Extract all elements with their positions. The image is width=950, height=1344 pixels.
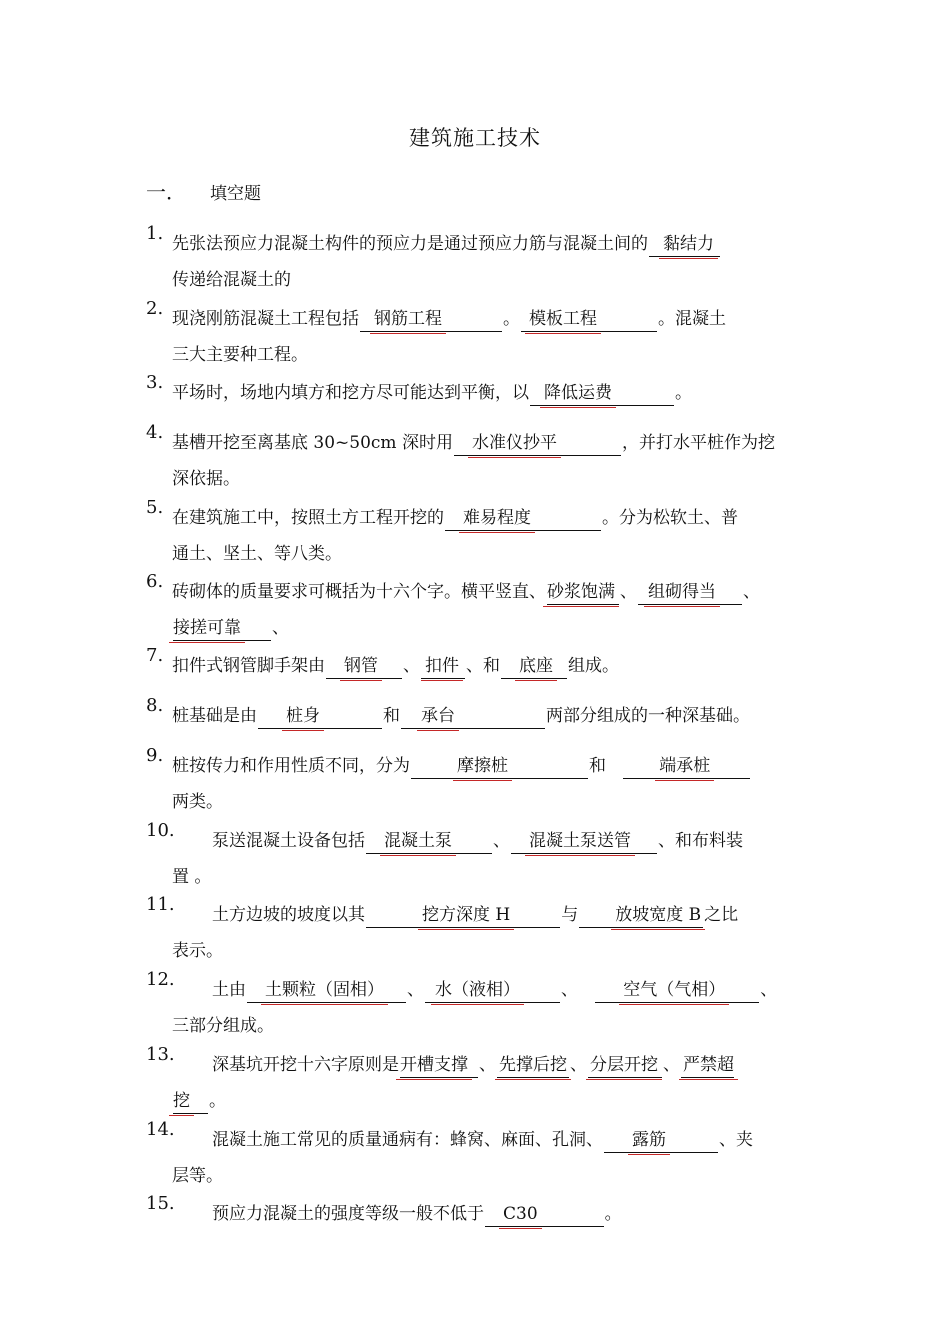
question-text-part: 平场时，场地内填方和挖方尽可能达到平衡，以 [172, 383, 529, 403]
question-text-part: 组成。 [568, 656, 619, 676]
question-text-part: 、 [561, 980, 578, 1000]
question-text [172, 651, 619, 679]
answer-text: 露筋 [632, 1130, 666, 1150]
question-text-part: 扣件式钢管脚手架由 [172, 656, 325, 676]
answer-text: 难易程度 [463, 508, 531, 528]
answer-blank [173, 1091, 208, 1114]
answer-text: 钢管 [344, 656, 378, 676]
answer-blank [501, 656, 567, 679]
question-text-part: 预应力混凝土的强度等级一般不低于 [212, 1204, 484, 1224]
question-text [212, 975, 777, 1003]
answer-text: 承台 [421, 706, 455, 726]
question-text-part: 。 [503, 309, 520, 329]
question-number: 13. [146, 1044, 175, 1065]
question-text [172, 229, 721, 257]
question-text-line2: 通土、坚土、等八类。 [172, 544, 342, 564]
question-text-line2: 置 。 [172, 867, 212, 887]
question-text-part: 、 [743, 582, 760, 602]
answer-blank [623, 756, 750, 779]
question-text-line2: 表示。 [172, 941, 223, 961]
question-text [172, 577, 760, 605]
answer-blank [579, 905, 703, 928]
answer-blank [400, 1055, 478, 1078]
question-text-part: 泵送混凝土设备包括 [212, 831, 365, 851]
answer-blank [595, 980, 759, 1003]
question-text-part: 、夹 [719, 1130, 753, 1150]
question-text-part: 和 [383, 706, 400, 726]
question-text-line2 [172, 1086, 226, 1114]
question-text [172, 304, 726, 332]
answer-text: 分层开挖 [590, 1055, 658, 1075]
answer-text: 挖 [173, 1091, 190, 1111]
answer-text: 黏结力 [663, 234, 714, 254]
answer-blank [454, 433, 621, 456]
answer-text: 放坡宽度 B [615, 905, 702, 925]
section-heading [146, 176, 261, 205]
question-text-part: 、 [272, 618, 289, 638]
question-text-line2: 传递给混凝土的 [172, 270, 291, 290]
question-text-part: 两部分组成的一种深基础。 [546, 706, 750, 726]
question-text-part: 。 [604, 1204, 622, 1224]
question-number: 14. [146, 1119, 175, 1140]
question-number: 6. [146, 571, 164, 592]
answer-blank [366, 831, 492, 854]
question-number: 11. [146, 894, 175, 915]
answer-text: C30 [503, 1204, 538, 1224]
question-text-part: 、和布料装 [658, 831, 743, 851]
answer-text: 水（液相） [435, 980, 520, 1000]
question-text [172, 751, 751, 779]
question-text-part: 桩按传力和作用性质不同，分为 [172, 756, 410, 776]
question-number: 3. [146, 372, 164, 393]
question-text-part: 、 [479, 1055, 496, 1075]
question-number: 9. [146, 745, 164, 766]
answer-text: 先撑后挖 [499, 1055, 567, 1075]
answer-text: 挖方深度 H [422, 905, 511, 925]
question-text-part: 基槽开挖至离基底 30~50cm 深时用 [172, 433, 453, 453]
section-label: 填空题 [210, 184, 261, 204]
answer-blank [425, 980, 560, 1003]
question-number: 5. [146, 497, 164, 518]
question-text-part: 、 [663, 1055, 680, 1075]
answer-text: 水准仪抄平 [471, 433, 557, 453]
answer-text: 空气（气相） [623, 980, 726, 1000]
question-text-part: 砖砌体的质量要求可概括为十六个字。横平竖直、 [172, 582, 546, 602]
question-text [172, 701, 750, 729]
answer-text: 模板工程 [529, 309, 597, 329]
question-text-part: 、 [570, 1055, 587, 1075]
question-text-line2: 两类。 [172, 792, 223, 812]
answer-text: 接搓可靠 [173, 618, 241, 638]
answer-text: 组砌得当 [648, 582, 716, 602]
question-text-part: 与 [561, 905, 579, 925]
question-number: 12. [146, 969, 175, 990]
question-number: 4. [146, 422, 164, 443]
question-text-part: 。 [675, 383, 692, 403]
answer-text: 端承桩 [659, 756, 711, 776]
question-text [212, 826, 743, 854]
question-text [172, 378, 692, 406]
answer-blank [649, 234, 720, 257]
question-text-line2: 层等。 [172, 1166, 223, 1186]
answer-blank [604, 1130, 718, 1153]
answer-text: 土颗粒（固相） [265, 980, 384, 1000]
answer-blank [411, 756, 588, 779]
answer-blank [530, 383, 674, 406]
answer-blank [366, 905, 560, 928]
answer-text: 砂浆饱满 [547, 582, 615, 602]
answer-blank [258, 706, 382, 729]
answer-text: 钢筋工程 [374, 309, 442, 329]
question-text [172, 503, 738, 531]
question-text [212, 1125, 753, 1153]
question-text [212, 1199, 622, 1227]
question-text-part: 在建筑施工中，按照土方工程开挖的 [172, 508, 444, 528]
question-text-part: 。分为松软土、普 [602, 508, 738, 528]
question-number: 2. [146, 298, 164, 319]
question-text-line2: 三大主要种工程。 [172, 345, 308, 365]
question-number: 10. [146, 820, 175, 841]
question-text-part: 深基坑开挖十六字原则是 [212, 1055, 399, 1075]
question-text-part: 、 [760, 980, 778, 1000]
answer-blank [485, 1204, 604, 1227]
answer-blank [360, 309, 502, 332]
answer-blank [638, 582, 742, 605]
section-number: 一． [146, 180, 186, 204]
question-text-part: 、 [407, 980, 424, 1000]
question-text-line2: 三部分组成。 [172, 1016, 274, 1036]
answer-blank [521, 309, 657, 332]
answer-text: 摩擦桩 [457, 756, 508, 776]
answer-blank [681, 1055, 734, 1078]
question-number: 7. [146, 645, 164, 666]
question-text-part: 。 [209, 1091, 226, 1111]
answer-text: 底座 [519, 656, 553, 676]
question-text-line2 [172, 613, 289, 641]
answer-text: 降低运费 [544, 383, 612, 403]
question-text-line2: 深依据。 [172, 469, 240, 489]
answer-text: 严禁超 [683, 1055, 734, 1075]
question-text-part: 桩基础是由 [172, 706, 257, 726]
answer-blank [497, 1055, 569, 1078]
answer-blank [401, 706, 545, 729]
question-text [212, 900, 738, 928]
question-text [172, 428, 775, 456]
answer-text: 扣件 [425, 656, 459, 676]
answer-blank [173, 618, 271, 641]
answer-blank [445, 508, 601, 531]
question-number: 1. [146, 223, 164, 244]
page-title: 建筑施工技术 [409, 126, 541, 150]
answer-blank [511, 831, 657, 854]
answer-blank [421, 656, 465, 679]
question-text-part: 先张法预应力混凝土构件的预应力是通过预应力筋与混凝土间的 [172, 234, 648, 254]
question-text-part: 和 [589, 756, 606, 776]
answer-blank [326, 656, 402, 679]
answer-blank [588, 1055, 662, 1078]
answer-text: 混凝土泵 [384, 831, 452, 851]
question-number: 15. [146, 1193, 175, 1214]
question-text-part: 现浇刚筋混凝土工程包括 [172, 309, 359, 329]
question-text-part: 之比 [704, 905, 739, 925]
question-text-part: ，并打水平桩作为挖 [621, 433, 775, 453]
question-text [212, 1050, 735, 1078]
question-text-part: 、和 [466, 656, 500, 676]
question-text-part: 。混凝土 [658, 309, 726, 329]
question-text-part: 、 [620, 582, 637, 602]
question-text-part: 、 [493, 831, 510, 851]
answer-text: 开槽支撑 [400, 1055, 468, 1075]
answer-text: 混凝土泵送管 [529, 831, 631, 851]
answer-blank [247, 980, 406, 1003]
question-number: 8. [146, 695, 164, 716]
question-text-part: 、 [403, 656, 420, 676]
question-text-part: 混凝土施工常见的质量通病有：蜂窝、麻面、孔洞、 [212, 1130, 603, 1150]
question-text-part: 土由 [212, 980, 246, 1000]
answer-blank [547, 582, 619, 605]
question-text-part: 土方边坡的坡度以其 [212, 905, 365, 925]
answer-text: 桩身 [286, 706, 320, 726]
